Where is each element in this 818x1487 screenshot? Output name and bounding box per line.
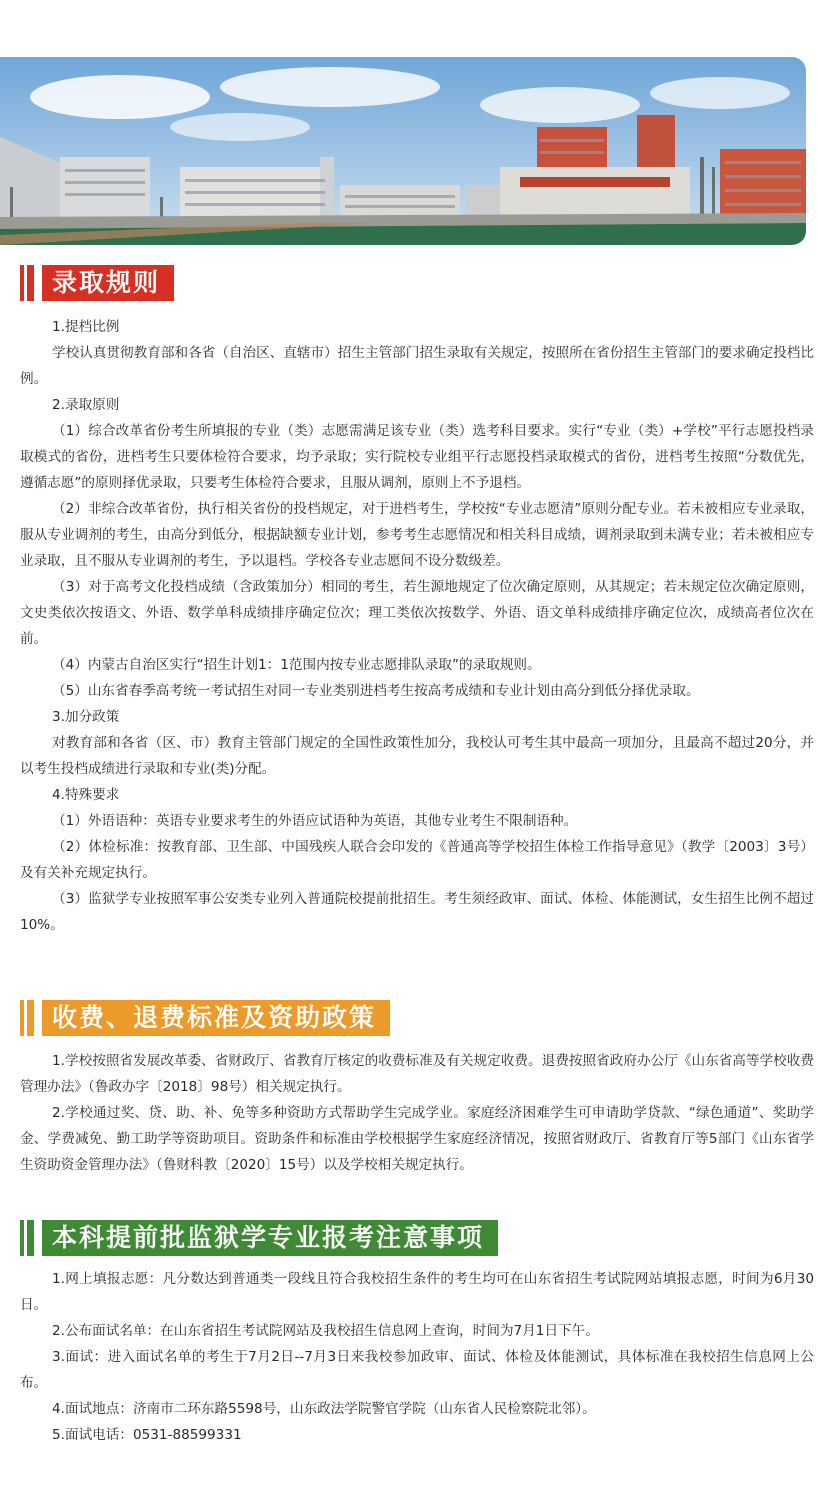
paragraph: 1.学校按照省发展改革委、省财政厅、省教育厅核定的收费标准及有关规定收费。退费按照省政府办公厅《山东省高等学校收费管理办法》（鲁政办字〔2018〕98号）相关规定执行。 (20, 1053, 814, 1095)
campus-buildings-photo-icon (0, 57, 806, 245)
paragraph: （1）综合改革省份考生所填报的专业（类）志愿需满足该专业（类）选考科目要求。实行“专业（类）+学校”平行志愿投档录取模式的省份，进档考生只要体检符合要求，均予录取；实行院校专业组平行志愿投档录取模式的省份，进档考生按照“分数优先，遵循志愿”的原则择优录取，只要考生体检符合要求，且服从调剂，原则上不予退档。 (20, 423, 814, 491)
paragraph: 1.网上填报志愿：凡分数达到普通类一段线且符合我校招生条件的考生均可在山东省招生考试院网站填报志愿，时间为6月30日。 (20, 1271, 814, 1313)
section-title: 收费、退费标准及资助政策 (42, 1000, 390, 1036)
section-header-bar (20, 1220, 24, 1256)
paragraph: （2）体检标准：按教育部、卫生部、中国残疾人联合会印发的《普通高等学校招生体检工作指导意见》（教学〔2003〕3号）及有关补充规定执行。 (20, 839, 814, 881)
paragraph: 2.学校通过奖、贷、助、补、免等多种资助方式帮助学生完成学业。家庭经济困难学生可申请助学贷款、“绿色通道”、奖助学金、学费减免、勤工助学等资助项目。资助条件和标准由学校根据学生家庭经济情况，按照省财政厅、省教育厅等5部门《山东省学生资助资金管理办法》（鲁财科教〔2020〕15号）以及学校相关规定执行。 (20, 1105, 814, 1173)
section-header-admission-rules (20, 265, 174, 301)
paragraph: 3.面试：进入面试名单的考生于7月2日--7月3日来我校参加政审、面试、体检及体能测试，具体标准在我校招生信息网上公布。 (20, 1349, 814, 1391)
section-header-fees (20, 1000, 390, 1036)
section-header-bar (20, 1000, 24, 1036)
paragraph: 4.面试地点：济南市二环东路5598号，山东政法学院警官学院（山东省人民检察院北邻）。 (52, 1401, 596, 1417)
paragraph: （4）内蒙古自治区实行“招生计划1：1范围内按专业志愿排队录取”的录取规则。 (52, 657, 541, 673)
section-header-bar (27, 1220, 34, 1256)
campus-banner (0, 57, 806, 245)
paragraph: 学校认真贯彻教育部和各省（自治区、直辖市）招生主管部门招生录取有关规定，按照所在省份招生主管部门的要求确定投档比例。 (20, 345, 814, 387)
paragraph: （3）监狱学专业按照军事公安类专业列入普通院校提前批招生。考生须经政审、面试、体检、体能测试，女生招生比例不超过10%。 (20, 891, 814, 933)
fees-body (20, 1048, 814, 1178)
paragraph: 5.面试电话：0531-88599331 (52, 1427, 242, 1443)
paragraph: （1）外语语种：英语专业要求考生的外语应试语种为英语，其他专业考生不限制语种。 (52, 813, 578, 829)
paragraph: （3）对于高考文化投档成绩（含政策加分）相同的考生，若生源地规定了位次确定原则，从其规定；若未规定位次确定原则，文史类依次按语文、外语、数学单科成绩排序确定位次；理工类依次按数学、外语、语文单科成绩排序确定位次，成绩高者位次在前。 (20, 579, 814, 647)
paragraph: （2）非综合改革省份，执行相关省份的投档规定，对于进档考生，学校按“专业志愿清”原则分配专业。若未被相应专业录取，服从专业调剂的考生，由高分到低分，根据缺额专业计划，参考考生志愿情况和相关科目成绩，调剂录取到未满专业；若未被相应专业录取，且不服从专业调剂的考生，予以退档。学校各专业志愿间不设分数级差。 (20, 501, 814, 569)
paragraph: 2.录取原则 (52, 397, 120, 413)
paragraph: 2.公布面试名单：在山东省招生考试院网站及我校招生信息网上查询，时间为7月1日下午。 (52, 1323, 599, 1339)
paragraph: 4.特殊要求 (52, 787, 120, 803)
paragraph: 3.加分政策 (52, 709, 120, 725)
section-header-application-notes (20, 1220, 498, 1256)
admission-rules-body (20, 314, 814, 938)
section-title: 本科提前批监狱学专业报考注意事项 (42, 1220, 498, 1256)
section-header-bar (27, 265, 34, 301)
section-title: 录取规则 (42, 265, 174, 301)
paragraph: 对教育部和各省（区、市）教育主管部门规定的全国性政策性加分，我校认可考生其中最高一项加分，且最高不超过20分，并以考生投档成绩进行录取和专业(类)分配。 (20, 735, 814, 777)
paragraph: 1.提档比例 (52, 319, 120, 335)
section-header-bar (27, 1000, 34, 1036)
paragraph: （5）山东省春季高考统一考试招生对同一专业类别进档考生按高考成绩和专业计划由高分到低分择优录取。 (52, 683, 700, 699)
section-header-bar (20, 265, 24, 301)
application-notes-body (20, 1266, 814, 1448)
